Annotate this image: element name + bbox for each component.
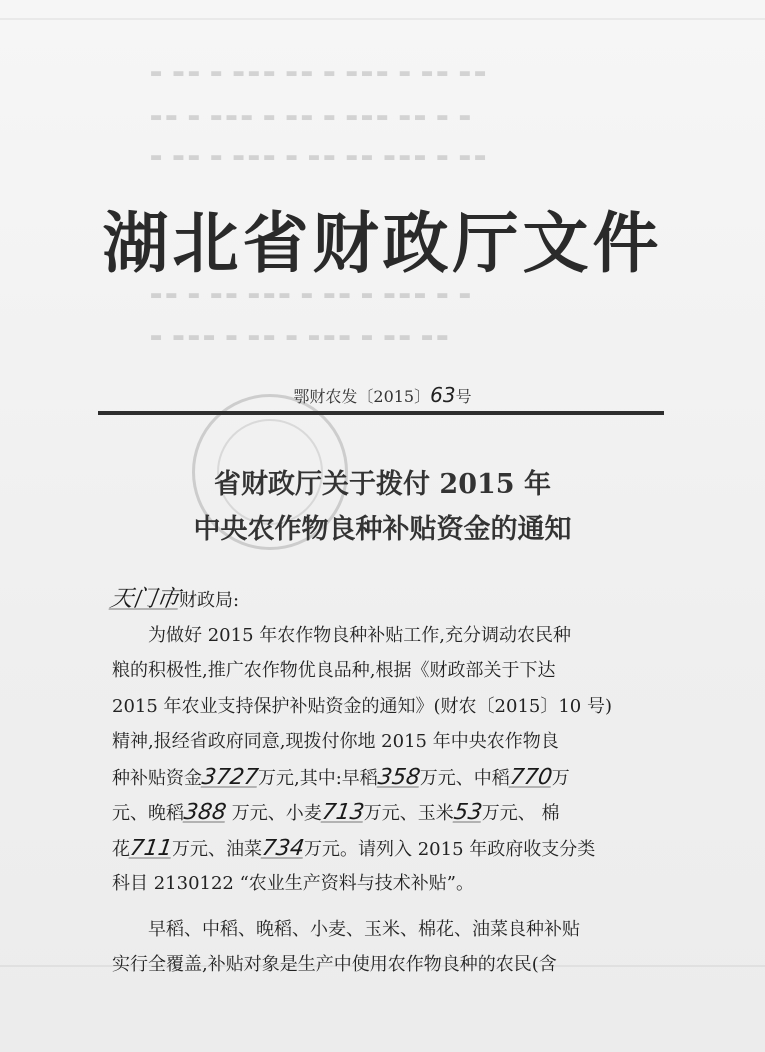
paragraph2-line: 实行全覆盖,补贴对象是生产中使用农作物良种的农民(含 (112, 954, 557, 975)
salutation-city-handwritten: 天门市 (108, 586, 181, 612)
text-segment: 万 (551, 767, 570, 789)
salutation (110, 582, 660, 618)
paragraph1-line-amounts (112, 831, 660, 867)
handwritten-late-rice-amount: 388 (182, 800, 228, 825)
salutation-suffix: 财政局: (179, 590, 240, 611)
text-segment: 元、晚稻 (112, 803, 184, 824)
text-segment: 万元,其中:早稻 (258, 767, 378, 789)
bleed-through-texture: ▬ ▬▬ ▬ ▬▬▬ ▬▬ ▬ ▬▬▬ ▬ ▬▬ ▬▬ (150, 66, 490, 81)
document-body (108, 582, 660, 983)
bleed-through-texture: ▬▬ ▬ ▬▬ ▬▬▬ ▬ ▬▬ ▬ ▬▬▬ ▬ ▬ (150, 288, 474, 303)
bleed-through-texture: ▬ ▬▬▬ ▬ ▬▬ ▬ ▬▬▬ ▬ ▬▬ ▬▬ (150, 330, 452, 345)
doc-number-prefix: 鄂财农发〔2015〕 (293, 387, 431, 406)
document-number (0, 383, 765, 407)
paragraph1-line: 粮的积极性,推广农作物优良品种,根据《财政部关于下达 (112, 660, 556, 681)
paragraph1-line: 科目 2130122 “农业生产资料与技术补贴”。 (112, 873, 475, 894)
text-segment: 种补贴资金 (112, 767, 202, 789)
paragraph1-line-amounts (112, 795, 660, 831)
text-segment: 万元、 棉 (481, 803, 560, 824)
handwritten-rapeseed-amount: 734 (260, 835, 306, 861)
notice-title-line2: 中央农作物良种补贴资金的通知 (193, 514, 572, 545)
header-divider-line (98, 411, 664, 415)
text-segment: 万元。请列入 2015 年政府收支分类 (304, 838, 596, 860)
bleed-through-texture: ▬ ▬▬ ▬ ▬▬▬ ▬ ▬▬ ▬▬ ▬▬▬ ▬ ▬▬ (150, 150, 490, 165)
handwritten-mid-rice-amount: 770 (508, 764, 554, 790)
document-header-title: 湖北省财政厅文件 (102, 205, 663, 282)
notice-title-line1: 省财政厅关于拨付 2015 年 (214, 469, 551, 500)
doc-number-suffix: 号 (455, 387, 472, 406)
text-segment: 花 (112, 838, 130, 860)
handwritten-early-rice-amount: 358 (376, 764, 422, 790)
paragraph1-line-amounts (112, 760, 660, 796)
paper-fold-top (0, 18, 765, 20)
text-segment: 万元、小麦 (226, 803, 322, 824)
handwritten-corn-amount: 53 (452, 800, 484, 825)
text-segment: 万元、玉米 (363, 803, 454, 824)
text-segment: 万元、中稻 (419, 767, 510, 789)
bleed-through-texture: ▬▬ ▬ ▬▬▬ ▬ ▬▬ ▬ ▬▬▬ ▬▬ ▬ ▬ (150, 110, 474, 125)
text-segment: 万元、油菜 (172, 838, 262, 860)
handwritten-total-amount: 3727 (200, 764, 260, 790)
doc-number-handwritten: 63 (430, 383, 456, 407)
paragraph2-line: 早稻、中稻、晚稻、小麦、玉米、棉花、油菜良种补贴 (148, 918, 580, 940)
handwritten-cotton-amount: 711 (128, 835, 174, 861)
handwritten-wheat-amount: 713 (320, 800, 366, 825)
paragraph1-line: 为做好 2015 年农作物良种补贴工作,充分调动农民种 (148, 624, 571, 646)
paragraph1-line: 2015 年农业支持保护补贴资金的通知》(财农〔2015〕10 号) (112, 695, 613, 717)
paragraph1-line: 精神,报经省政府同意,现拨付你地 2015 年中央农作物良 (112, 731, 559, 752)
